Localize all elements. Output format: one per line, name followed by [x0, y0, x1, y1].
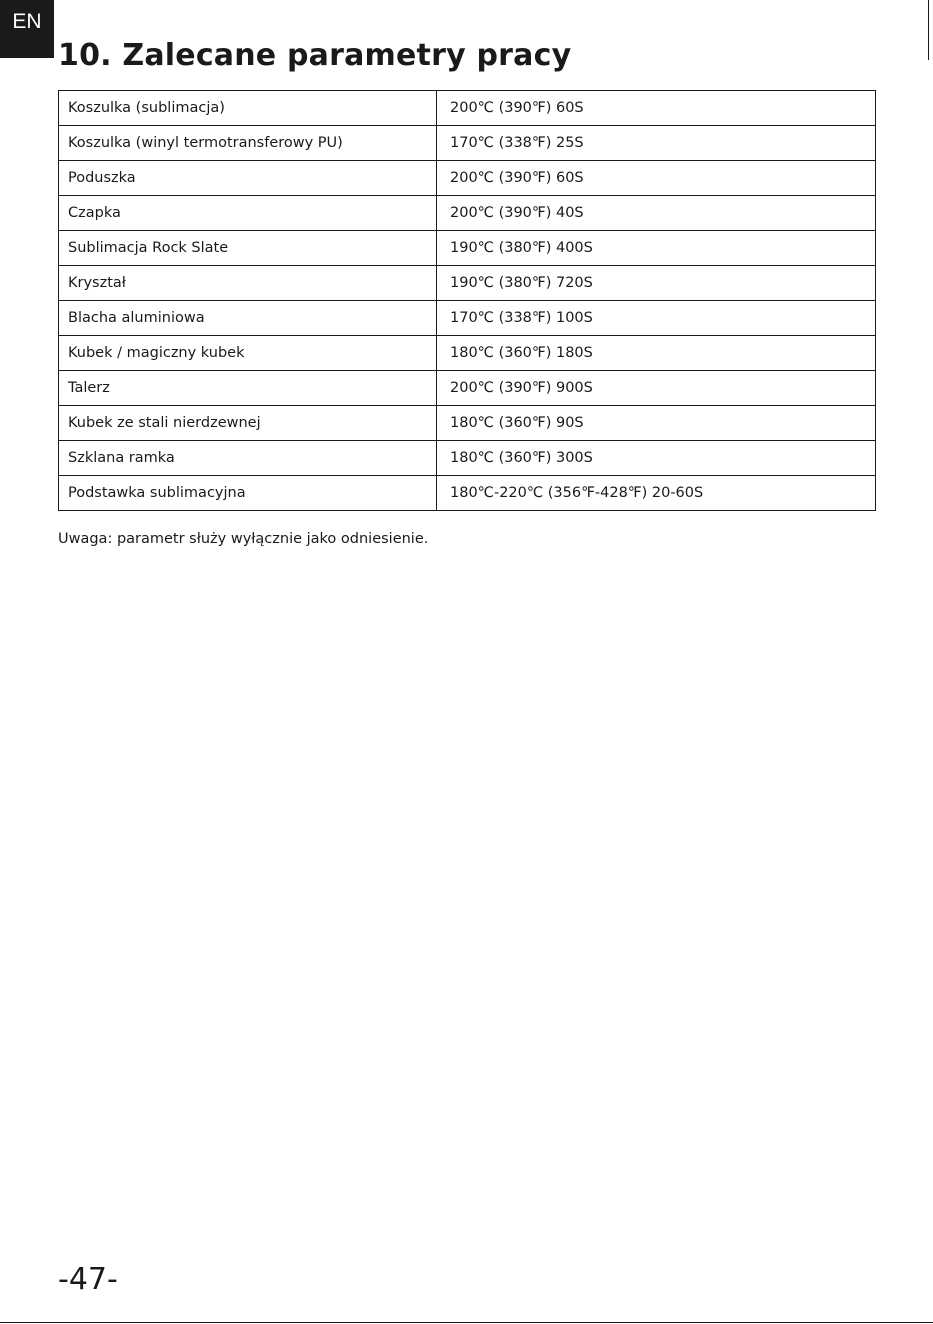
- params-cell: 180℃-220℃ (356℉-428℉) 20-60S: [437, 476, 876, 511]
- params-cell: 170℃ (338℉) 100S: [437, 301, 876, 336]
- params-cell: 200℃ (390℉) 900S: [437, 371, 876, 406]
- table-row: [59, 161, 876, 196]
- params-cell: 190℃ (380℉) 400S: [437, 231, 876, 266]
- params-cell: 180℃ (360℉) 180S: [437, 336, 876, 371]
- item-cell: Talerz: [59, 371, 437, 406]
- params-cell: 200℃ (390℉) 60S: [437, 161, 876, 196]
- params-cell: 170℃ (338℉) 25S: [437, 126, 876, 161]
- language-tab: [0, 0, 54, 58]
- params-cell: 190℃ (380℉) 720S: [437, 266, 876, 301]
- params-cell: 200℃ (390℉) 60S: [437, 91, 876, 126]
- item-cell: Sublimacja Rock Slate: [59, 231, 437, 266]
- item-cell: Czapka: [59, 196, 437, 231]
- params-cell: 180℃ (360℉) 90S: [437, 406, 876, 441]
- bottom-divider: [0, 1322, 933, 1323]
- table-row: [59, 196, 876, 231]
- table-row: [59, 266, 876, 301]
- table-row: [59, 441, 876, 476]
- table-row: [59, 371, 876, 406]
- table-row: [59, 126, 876, 161]
- parameters-table: [58, 90, 876, 511]
- item-cell: Poduszka: [59, 161, 437, 196]
- item-cell: Kubek ze stali nierdzewnej: [59, 406, 437, 441]
- params-cell: 200℃ (390℉) 40S: [437, 196, 876, 231]
- item-cell: Kubek / magiczny kubek: [59, 336, 437, 371]
- table-row: [59, 336, 876, 371]
- item-cell: Szklana ramka: [59, 441, 437, 476]
- table-row: [59, 91, 876, 126]
- table-row: [59, 476, 876, 511]
- item-cell: Koszulka (sublimacja): [59, 91, 437, 126]
- item-cell: Kryształ: [59, 266, 437, 301]
- page-title: 10. Zalecane parametry pracy: [58, 38, 572, 73]
- language-label: EN: [12, 10, 42, 33]
- table-row: [59, 231, 876, 266]
- edge-divider: [928, 0, 929, 60]
- item-cell: Koszulka (winyl termotransferowy PU): [59, 126, 437, 161]
- params-cell: 180℃ (360℉) 300S: [437, 441, 876, 476]
- page-number: -47-: [58, 1262, 118, 1297]
- reference-note: Uwaga: parametr służy wyłącznie jako odniesienie.: [58, 531, 429, 547]
- table-row: [59, 406, 876, 441]
- item-cell: Blacha aluminiowa: [59, 301, 437, 336]
- table-row: [59, 301, 876, 336]
- item-cell: Podstawka sublimacyjna: [59, 476, 437, 511]
